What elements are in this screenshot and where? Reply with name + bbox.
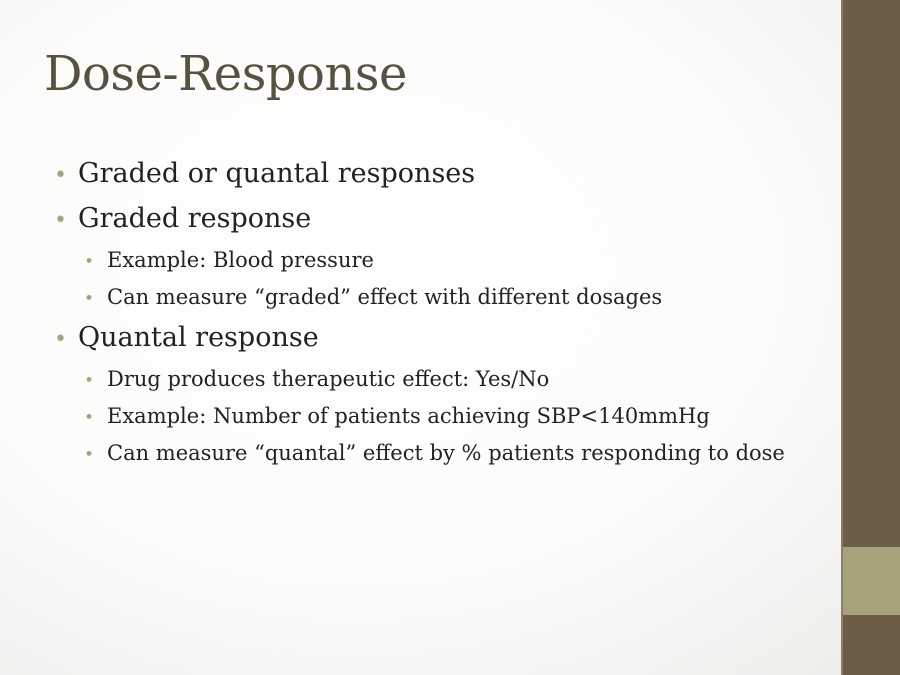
bullet-item — [54, 158, 475, 189]
bullet-text: Graded or quantal responses — [78, 158, 476, 189]
sub-bullet-item — [84, 367, 549, 391]
bullet-dot-icon: • — [54, 163, 67, 188]
bullet-item — [54, 322, 319, 353]
slide-title: Dose-Response — [44, 46, 407, 102]
sub-bullet-text: Example: Blood pressure — [107, 248, 374, 272]
bullet-dot-icon: • — [84, 445, 95, 465]
bullet-dot-icon: • — [84, 252, 95, 272]
bullet-dot-icon: • — [84, 289, 95, 309]
sub-bullet-text: Drug produces therapeutic effect: Yes/No — [107, 367, 550, 391]
bullet-dot-icon: • — [84, 408, 95, 428]
sub-bullet-item — [84, 248, 374, 272]
side-bar-accent — [843, 547, 900, 615]
sub-bullet-text: Can measure “quantal” effect by % patients responding to dose — [107, 441, 785, 465]
bullet-text: Graded response — [78, 203, 312, 234]
bullet-dot-icon: • — [54, 208, 67, 233]
sub-bullet-item — [84, 285, 662, 309]
bullet-dot-icon: • — [54, 327, 67, 352]
sub-bullet-text: Can measure “graded” effect with different dosages — [107, 285, 663, 309]
bullet-text: Quantal response — [78, 322, 319, 353]
sub-bullet-item — [84, 441, 785, 465]
bullet-dot-icon: • — [84, 371, 95, 391]
sub-bullet-text: Example: Number of patients achieving SBP<140mmHg — [107, 404, 710, 428]
sub-bullet-item — [84, 404, 710, 428]
bullet-item — [54, 203, 311, 234]
